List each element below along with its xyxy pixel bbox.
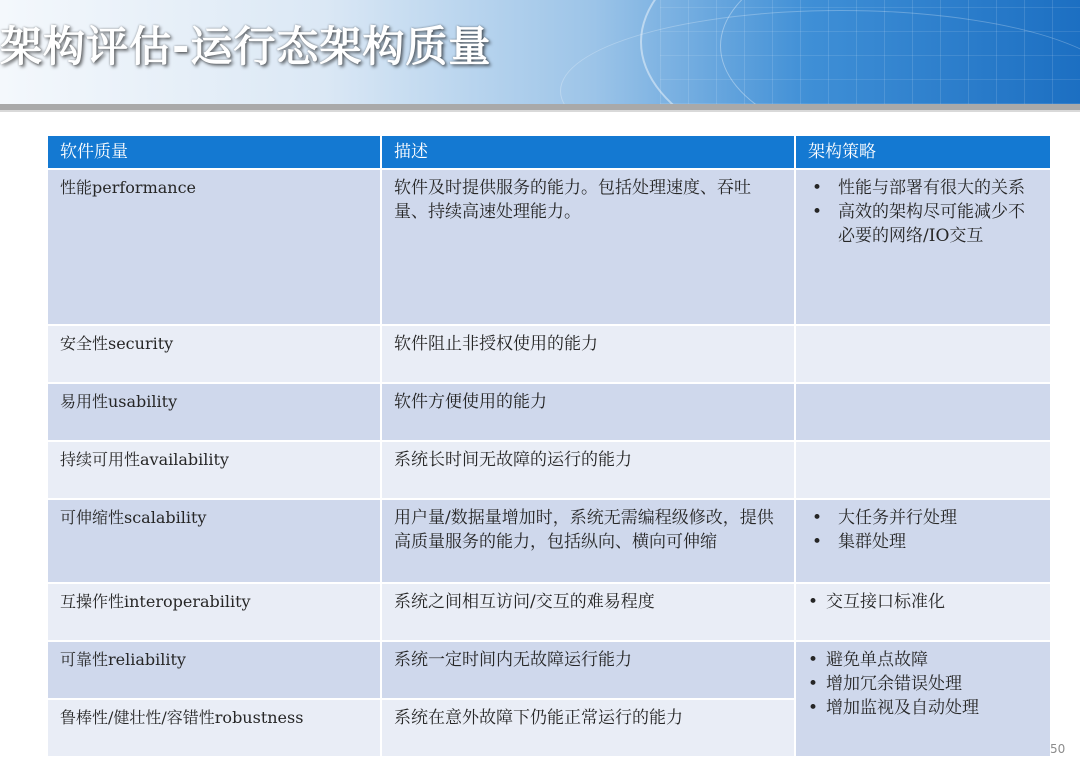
quality-cell: 性能performance (47, 169, 381, 325)
title-divider-thin (0, 110, 1080, 112)
quality-cell: 互操作性interoperability (47, 583, 381, 641)
strategy-item: • 增加监视及自动处理 (808, 696, 1038, 720)
quality-cell: 持续可用性availability (47, 441, 381, 499)
table-row (47, 441, 1051, 499)
strategy-list (808, 648, 1038, 720)
quality-cell: 易用性usability (47, 383, 381, 441)
strategy-item: • 高效的架构尽可能减少不必要的网络/IO交互 (808, 200, 1038, 248)
table-row (47, 641, 1051, 699)
strategy-list (808, 176, 1038, 248)
table-row (47, 499, 1051, 583)
strategy-item: • 增加冗余错误处理 (808, 672, 1038, 696)
banner-arc-decoration (560, 10, 1080, 104)
description-cell: 软件及时提供服务的能力。包括处理速度、吞吐量、持续高速处理能力。 (381, 169, 795, 325)
strategy-item: • 交互接口标准化 (808, 590, 1038, 614)
strategy-cell (795, 169, 1051, 325)
quality-cell: 鲁棒性/健壮性/容错性robustness (47, 699, 381, 757)
strategy-cell (795, 325, 1051, 383)
strategy-item: • 集群处理 (808, 530, 1038, 554)
strategy-item: • 避免单点故障 (808, 648, 1038, 672)
description-cell: 软件阻止非授权使用的能力 (381, 325, 795, 383)
header-quality: 软件质量 (47, 135, 381, 169)
page-number: 50 (1050, 742, 1066, 756)
description-cell: 用户量/数据量增加时，系统无需编程级修改，提供高质量服务的能力，包括纵向、横向可伸缩 (381, 499, 795, 583)
strategy-cell (795, 641, 1051, 757)
quality-cell: 可伸缩性scalability (47, 499, 381, 583)
strategy-cell (795, 583, 1051, 641)
table-row (47, 325, 1051, 383)
strategy-item: • 性能与部署有很大的关系 (808, 176, 1038, 200)
slide-title: 架构评估-运行态架构质量 (0, 22, 492, 71)
table-row (47, 169, 1051, 325)
description-cell: 系统长时间无故障的运行的能力 (381, 441, 795, 499)
strategy-list (808, 506, 1038, 554)
strategy-list (808, 590, 1038, 614)
table-row (47, 583, 1051, 641)
description-cell: 软件方便使用的能力 (381, 383, 795, 441)
header-strategy: 架构策略 (795, 135, 1051, 169)
strategy-cell (795, 441, 1051, 499)
description-cell: 系统之间相互访问/交互的难易程度 (381, 583, 795, 641)
table-header-row (47, 135, 1051, 169)
quality-cell: 安全性security (47, 325, 381, 383)
description-cell: 系统一定时间内无故障运行能力 (381, 641, 795, 699)
quality-table (46, 134, 1052, 758)
quality-cell: 可靠性reliability (47, 641, 381, 699)
header-description: 描述 (381, 135, 795, 169)
strategy-cell (795, 383, 1051, 441)
table-row (47, 383, 1051, 441)
strategy-item: • 大任务并行处理 (808, 506, 1038, 530)
strategy-cell (795, 499, 1051, 583)
header-banner (0, 0, 1080, 104)
description-cell: 系统在意外故障下仍能正常运行的能力 (381, 699, 795, 757)
